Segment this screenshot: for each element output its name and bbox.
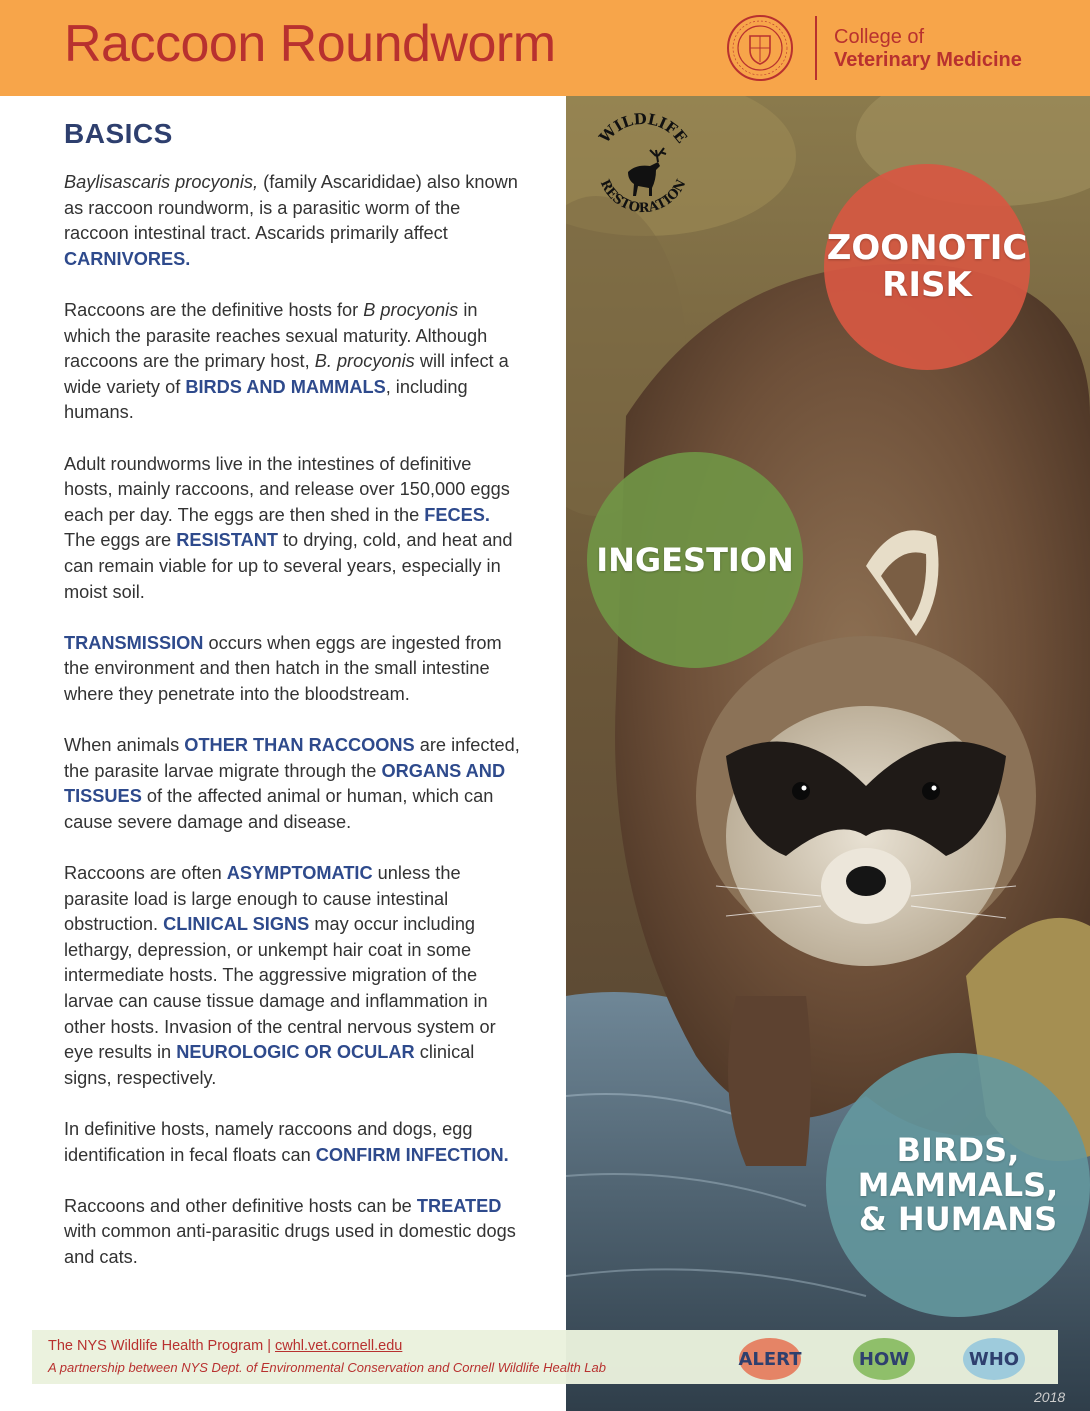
- paragraph-diagnosis: [64, 1117, 524, 1168]
- keyword: ORGANS AND TISSUES: [64, 760, 506, 807]
- program-link[interactable]: cwhl.vet.cornell.edu: [275, 1338, 403, 1354]
- keyword: CLINICAL SIGNS: [163, 914, 310, 935]
- section-heading: BASICS: [64, 118, 173, 149]
- text: occurs when eggs are ingested from the environment and then hatch in the small intestine where they penetrate into the bloodstream.: [64, 632, 502, 704]
- circle-label-line: BIRDS,: [896, 1131, 1020, 1170]
- zoonotic-risk-circle: [824, 164, 1030, 370]
- paragraph-eggs: [64, 452, 524, 606]
- text: Raccoons and other definitive hosts can be: [64, 1195, 417, 1216]
- keyword: TREATED: [416, 1195, 502, 1216]
- keyword: ASYMPTOMATIC: [226, 863, 373, 884]
- species-name: B procyonis: [363, 299, 459, 320]
- keyword: RESISTANT: [176, 530, 278, 551]
- text: unless the parasite load is large enough to cause intestinal obstruction.: [64, 863, 461, 935]
- text: When animals: [64, 735, 185, 756]
- ingestion-circle: [587, 452, 803, 668]
- text: with common anti-parasitic drugs used in domestic dogs and cats.: [64, 1221, 516, 1267]
- wildlife-restoration-badge: [586, 110, 700, 224]
- footer-program-line: [48, 1338, 402, 1354]
- how-button[interactable]: HOW: [853, 1338, 915, 1380]
- text: (family Ascarididae) also known as raccoon roundworm, is a parasitic worm of the raccoon intestinal tract. Ascarids primarily affect: [64, 172, 518, 244]
- program-name: The NYS Wildlife Health Program: [48, 1338, 264, 1354]
- paragraph-migration: [64, 733, 524, 835]
- keyword: TRANSMISSION: [64, 632, 204, 653]
- species-name: Baylisascaris procyonis,: [64, 172, 259, 192]
- keyword: FECES.: [424, 504, 490, 525]
- circle-label-line: MAMMALS,: [857, 1165, 1059, 1204]
- paragraph-species: [64, 170, 524, 272]
- paragraph-transmission: [64, 631, 524, 708]
- text: , including humans.: [64, 376, 468, 423]
- circle-label-line: & HUMANS: [858, 1200, 1058, 1239]
- circle-label-line: INGESTION: [596, 540, 794, 579]
- hosts-circle: [826, 1053, 1090, 1317]
- keyword: CARNIVORES.: [64, 248, 191, 269]
- circle-label-line: ZOONOTIC: [826, 228, 1028, 269]
- deer-icon: [628, 148, 666, 196]
- separator: |: [263, 1338, 275, 1354]
- text: clinical signs, respectively.: [64, 1042, 475, 1088]
- cornell-university-seal-icon: [726, 14, 794, 82]
- who-button[interactable]: WHO: [963, 1338, 1025, 1380]
- paragraph-treatment: [64, 1194, 524, 1271]
- keyword: CONFIRM INFECTION.: [315, 1144, 509, 1165]
- text: will infect a wide variety of: [64, 351, 509, 397]
- keyword: OTHER THAN RACCOONS: [184, 735, 415, 756]
- text: in which the parasite reaches sexual maturity. Although raccoons are the primary host,: [64, 299, 488, 372]
- year-label: 2018: [1034, 1389, 1066, 1405]
- text: In definitive hosts, namely raccoons and dogs, egg identification in fecal floats can: [64, 1118, 473, 1165]
- species-name: B. procyonis: [314, 351, 415, 372]
- circle-label-line: RISK: [882, 265, 972, 305]
- footer-partnership: A partnership between NYS Dept. of Environmental Conservation and Cornell Wildlife Health Lab: [48, 1360, 606, 1375]
- college-name-line1: College of: [834, 26, 925, 48]
- header-bar: [0, 0, 1090, 96]
- keyword: NEUROLOGIC OR OCULAR: [176, 1042, 415, 1063]
- text: of the affected animal or human, which can cause severe damage and disease.: [64, 786, 494, 832]
- page-title: Raccoon Roundworm: [64, 15, 556, 73]
- logo-divider: [815, 16, 817, 80]
- text: are infected, the parasite larvae migrate through the: [64, 735, 520, 781]
- paragraph-hosts: [64, 298, 524, 426]
- text: to drying, cold, and heat and can remain viable for up to several years, especially in moist soil.: [64, 530, 513, 602]
- text: The eggs are: [64, 530, 177, 551]
- basics-column: [64, 118, 524, 1296]
- text: may occur including lethargy, depression, or unkempt hair coat in some intermediate hosts. The aggressive migration of the larvae can cause tissue damage and inflammation in other hosts. Invasion of the central nervous system or eye results in: [64, 914, 496, 1063]
- text: Raccoons are the definitive hosts for: [64, 299, 364, 320]
- paragraph-clinical: [64, 861, 524, 1091]
- college-name-line2: Veterinary Medicine: [834, 49, 1022, 71]
- text: Adult roundworms live in the intestines of definitive hosts, mainly raccoons, and release over 150,000 eggs each per day. The eggs are then shed in the: [64, 453, 510, 525]
- keyword: BIRDS AND MAMMALS: [185, 376, 386, 397]
- text: Raccoons are often: [64, 863, 227, 884]
- badge-top-text: WILDLIFE: [595, 110, 691, 147]
- badge-bottom-text: RESTORATION: [596, 177, 690, 217]
- alert-button[interactable]: ALERT: [739, 1338, 801, 1380]
